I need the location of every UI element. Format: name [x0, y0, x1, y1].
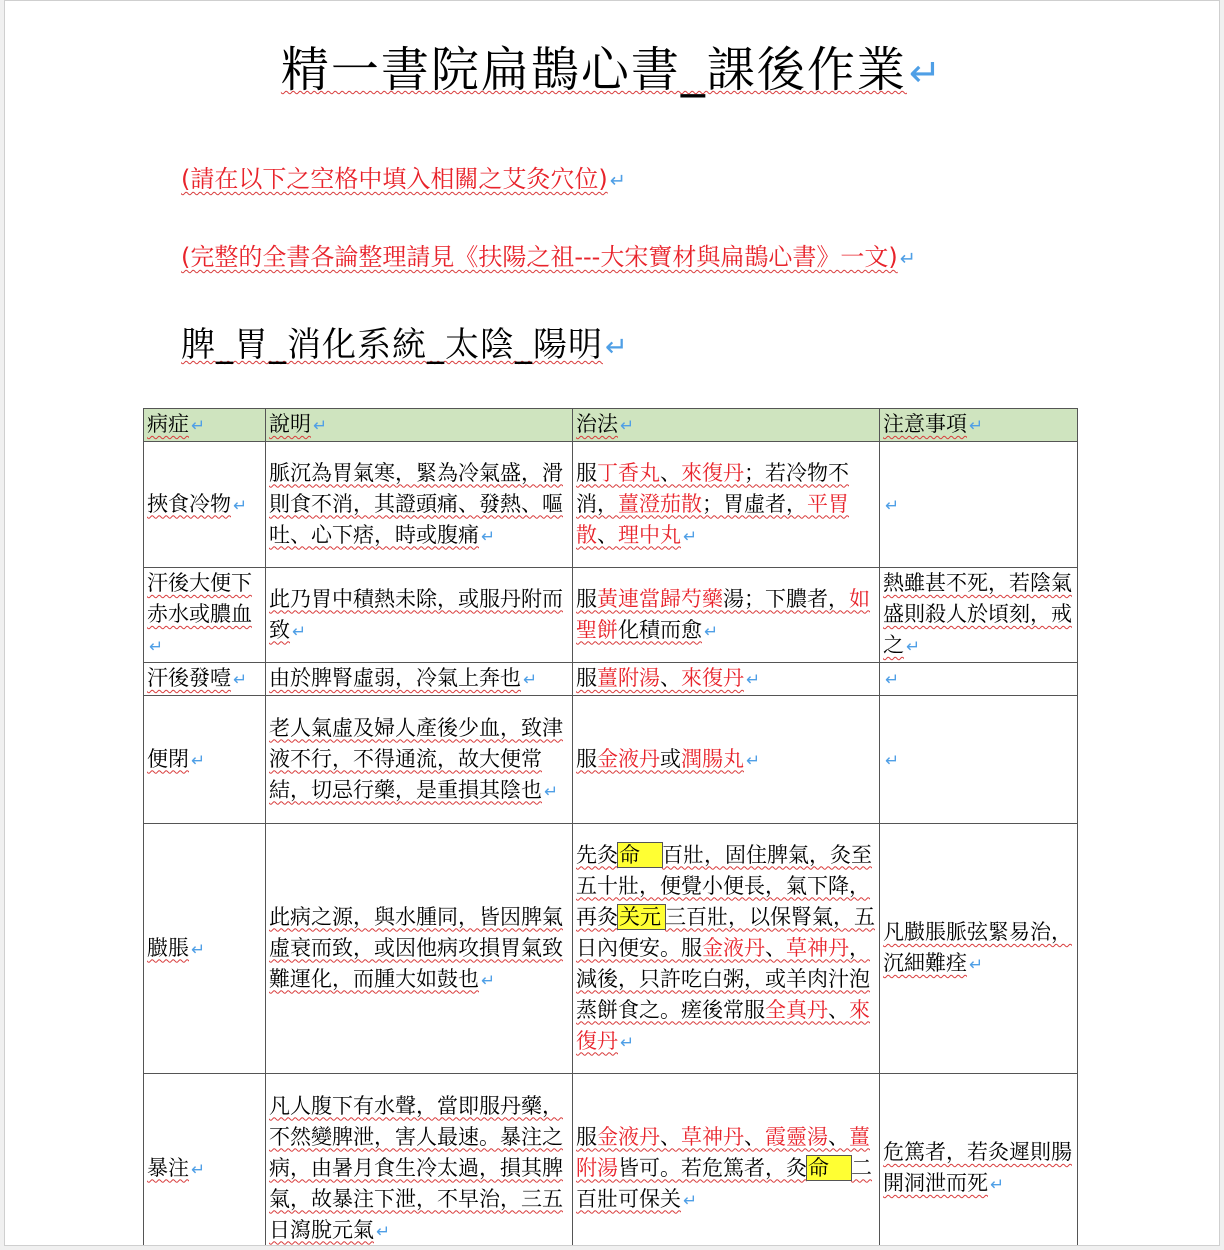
herb-name: 草神丹 — [681, 1124, 744, 1149]
instruction-note — [181, 159, 626, 194]
treatment-text: 湯；下膿者， — [723, 586, 849, 611]
cell-mark-icon: ↵ — [376, 1220, 391, 1241]
cell-mark-icon: ↵ — [523, 669, 538, 689]
herb-name: 理中丸 — [618, 522, 681, 547]
herb-name: 薑附湯 — [576, 1124, 870, 1180]
treatment-text: 服 — [576, 666, 597, 690]
note-text: (完整的全書各論整理請見《扶陽之祖---大宋寶材與扁鵲心書》一文) — [181, 243, 898, 271]
herb-name: 如聖餅 — [576, 586, 870, 642]
paragraph-mark-icon: ↵ — [605, 332, 629, 363]
treatment-cell — [573, 663, 880, 696]
treatment-text: 服 — [576, 460, 597, 485]
acupoint-highlight: 关元 — [618, 905, 665, 929]
disease-cell-text: 汗後大便下赤水或膿血 — [147, 571, 252, 626]
treatment-text: 、 — [765, 935, 786, 960]
herb-name: 薑附湯 — [597, 666, 660, 690]
header-disease — [144, 409, 266, 442]
disease-cell — [144, 696, 266, 824]
explain-cell-text: 此乃胃中積熱未除，或服丹附而致 — [269, 586, 563, 642]
treatment-cell — [573, 696, 880, 824]
disease-cell — [144, 442, 266, 568]
notice-cell-text: 危篤者，若灸遲則腸開洞泄而死 — [883, 1140, 1072, 1195]
note-text: (請在以下之空格中填入相關之艾灸穴位) — [181, 165, 608, 193]
treatment-text: 、 — [744, 1124, 765, 1149]
treatment-text: 皆可。若危篤者，灸 — [618, 1155, 807, 1180]
cell-mark-icon: ↵ — [191, 938, 206, 959]
explain-cell — [266, 442, 573, 568]
cell-mark-icon: ↵ — [292, 620, 307, 641]
cell-mark-icon: ↵ — [191, 415, 206, 435]
herb-name: 來復丹 — [576, 997, 870, 1053]
herb-name: 丁香丸 — [597, 460, 660, 485]
treatment-text: 化積而愈 — [618, 617, 702, 642]
cell-mark-icon: ↵ — [191, 1158, 206, 1179]
herb-name: 金液丹 — [597, 746, 660, 771]
treatment-text: 、 — [660, 460, 681, 485]
notice-cell-text: 熱雖甚不死，若陰氣盛則殺人於頃刻，戒之 — [883, 571, 1072, 657]
table-row — [144, 696, 1078, 824]
explain-cell — [266, 568, 573, 663]
header-notice — [880, 409, 1078, 442]
herb-name: 黃連當歸芍藥 — [597, 586, 723, 611]
treatment-text: 二百壯可保关 — [576, 1155, 872, 1211]
explain-cell — [266, 663, 573, 696]
treatment-text: ，減後，只許吃白粥，或羊肉汁泡蒸餅食之。瘥後常服 — [576, 935, 870, 1022]
notice-cell — [880, 442, 1078, 568]
herb-name: 金液丹 — [702, 935, 765, 960]
header-text: 病症 — [147, 412, 189, 436]
treatment-text: 、 — [828, 1124, 849, 1149]
cell-mark-icon: ↵ — [544, 780, 559, 801]
header-explain — [266, 409, 573, 442]
treatment-text: 、 — [660, 1124, 681, 1149]
paragraph-mark-icon: ↵ — [609, 169, 626, 192]
herb-name: 草神丹 — [786, 935, 849, 960]
treatment-text: 、 — [660, 666, 681, 690]
table-row — [144, 442, 1078, 568]
treatment-cell — [573, 442, 880, 568]
cell-mark-icon: ↵ — [683, 525, 698, 546]
cell-mark-icon: ↵ — [191, 749, 206, 770]
herb-name: 來復丹 — [681, 460, 744, 485]
title-text: 精一書院扁鵲心書_課後作業 — [280, 42, 907, 98]
treatment-text: 或 — [660, 746, 681, 771]
document-page — [4, 0, 1220, 1246]
herb-name: 霞靈湯 — [765, 1124, 828, 1149]
paragraph-mark-icon: ↵ — [908, 51, 944, 96]
notice-cell — [880, 696, 1078, 824]
herb-name: 薑澄茄散 — [618, 491, 702, 516]
cell-mark-icon: ↵ — [233, 494, 248, 515]
treatment-text: 三百壯，以保腎氣，五日內便安。服 — [576, 904, 875, 960]
explain-cell-text: 由於脾腎虛弱，冷氣上奔也 — [269, 666, 521, 690]
disease-cell — [144, 568, 266, 663]
disease-cell-text: 便閉 — [147, 746, 189, 771]
herb-name: 潤腸丸 — [681, 746, 744, 771]
explain-cell-text: 此病之源，與水腫同，皆因脾氣虛衰而致，或因他病攻損胃氣致難運化，而腫大如鼓也 — [269, 904, 563, 991]
herb-name: 全真丹 — [765, 997, 828, 1022]
disease-cell — [144, 1074, 266, 1247]
explain-cell — [266, 696, 573, 824]
acupoint-highlight: 命 — [618, 843, 662, 867]
table-row — [144, 663, 1078, 696]
cell-mark-icon: ↵ — [746, 749, 761, 770]
cell-mark-icon: ↵ — [885, 669, 900, 689]
cell-mark-icon: ↵ — [481, 525, 496, 546]
table-row — [144, 1074, 1078, 1247]
cell-mark-icon: ↵ — [969, 954, 984, 974]
cell-mark-icon: ↵ — [620, 1031, 635, 1052]
treatment-text: 先灸 — [576, 842, 618, 867]
header-text: 注意事項 — [883, 412, 967, 436]
header-treatment — [573, 409, 880, 442]
disease-cell-text: 挾食冷物 — [147, 491, 231, 516]
explain-cell-text: 凡人腹下有水聲，當即服丹藥，不然變脾泄，害人最速。暴注之病，由暑月食生冷太過，損其脾氣，故暴注下泄，不早治，三五日瀉脫元氣 — [269, 1093, 563, 1242]
cell-mark-icon: ↵ — [620, 415, 635, 435]
treatment-text: 、 — [597, 522, 618, 547]
reference-note — [181, 237, 916, 272]
page-title — [5, 31, 1219, 100]
treatment-cell — [573, 1074, 880, 1247]
disease-cell — [144, 824, 266, 1074]
disease-cell-text: 汗後發噎 — [147, 666, 231, 690]
table-row — [144, 824, 1078, 1074]
notice-cell — [880, 824, 1078, 1074]
notice-cell — [880, 568, 1078, 663]
treatment-cell — [573, 824, 880, 1074]
cell-mark-icon: ↵ — [746, 669, 761, 689]
treatment-text: ；胃虛者， — [702, 491, 807, 516]
cell-mark-icon: ↵ — [149, 636, 164, 656]
notice-cell — [880, 1074, 1078, 1247]
cell-mark-icon: ↵ — [969, 415, 984, 435]
cell-mark-icon: ↵ — [906, 636, 921, 656]
cell-mark-icon: ↵ — [233, 669, 248, 689]
treatment-text: 服 — [576, 746, 597, 771]
treatment-text: 百壯，固住脾氣，灸至五十壯，便覺小便長，氣下降，再灸 — [576, 842, 872, 929]
treatment-text: 服 — [576, 1124, 597, 1149]
cell-mark-icon: ↵ — [683, 1189, 698, 1210]
cell-mark-icon: ↵ — [990, 1174, 1005, 1194]
notice-cell — [880, 663, 1078, 696]
table-header-row — [144, 409, 1078, 442]
treatment-table — [143, 408, 1078, 1246]
disease-cell-text: 臌脹 — [147, 935, 189, 960]
section-heading-text: 脾_胃_消化系統_太陰_陽明 — [181, 325, 603, 365]
cell-mark-icon: ↵ — [313, 415, 328, 435]
cell-mark-icon: ↵ — [885, 494, 900, 515]
notice-cell-text: 凡臌脹脈弦緊易治，沉細難痊 — [883, 920, 1072, 975]
treatment-text: 、 — [828, 997, 849, 1022]
paragraph-mark-icon: ↵ — [899, 247, 916, 270]
explain-cell-text: 脈沉為胃氣寒，緊為冷氣盛，滑則食不消，其證頭痛、發熱、嘔吐、心下痞，時或腹痛 — [269, 460, 563, 547]
cell-mark-icon: ↵ — [885, 749, 900, 770]
table-row — [144, 568, 1078, 663]
explain-cell — [266, 1074, 573, 1247]
header-text: 說明 — [269, 412, 311, 436]
herb-name: 平胃散 — [576, 491, 849, 547]
treatment-cell — [573, 568, 880, 663]
treatment-text: 服 — [576, 586, 597, 611]
explain-cell-text: 老人氣虛及婦人產後少血，致津液不行，不得通流，故大便常結，切忌行藥，是重損其陰也 — [269, 715, 563, 802]
treatment-text: ；若冷物不消， — [576, 460, 849, 516]
cell-mark-icon: ↵ — [704, 620, 719, 641]
disease-cell — [144, 663, 266, 696]
cell-mark-icon: ↵ — [481, 969, 496, 990]
header-text: 治法 — [576, 412, 618, 436]
acupoint-highlight: 命 — [807, 1156, 851, 1180]
explain-cell — [266, 824, 573, 1074]
section-heading — [181, 317, 629, 366]
disease-cell-text: 暴注 — [147, 1155, 189, 1180]
herb-name: 金液丹 — [597, 1124, 660, 1149]
herb-name: 來復丹 — [681, 666, 744, 690]
